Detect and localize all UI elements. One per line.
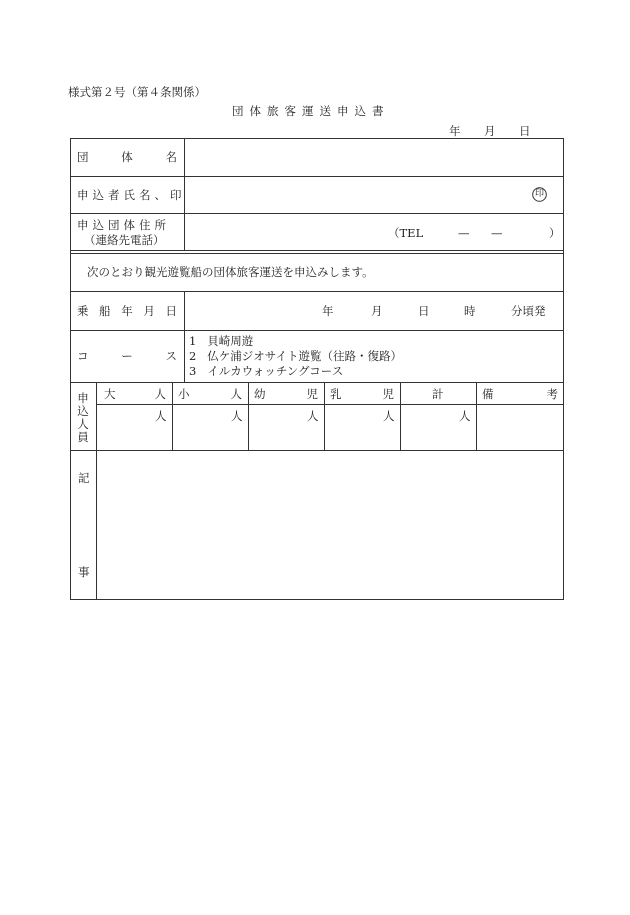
remarks-label-bottom: 事	[78, 565, 90, 579]
course-option-1[interactable]: 1 貝崎周遊	[189, 334, 254, 348]
applicant-name-field[interactable]	[185, 177, 525, 213]
address-sublabel: （連絡先電話）	[84, 233, 165, 247]
group-name-label: 団 体 名	[77, 150, 177, 164]
child-unit: 人	[231, 409, 243, 423]
boarding-hour: 時	[464, 304, 476, 318]
notes-header: 備 考	[482, 387, 558, 401]
tel-dash-2: —	[491, 226, 503, 240]
form-number: 様式第２号（第４条関係）	[68, 85, 206, 99]
course-options	[185, 331, 563, 382]
tel-dash-1: —	[458, 226, 470, 240]
tel-suffix: ）	[549, 226, 561, 240]
participants-label: 申込人員	[77, 391, 89, 444]
boarding-year: 年	[322, 304, 334, 318]
adult-unit: 人	[155, 409, 167, 423]
notes-field[interactable]	[477, 405, 563, 450]
application-statement: 次のとおり観光遊覧船の団体旅客運送を申込みします。	[87, 265, 374, 279]
group-name-field[interactable]	[185, 139, 563, 176]
course-option-2[interactable]: 2 仏ケ浦ジオサイト遊覧（往路・復路）	[189, 349, 402, 363]
course-label: コ ー ス	[77, 349, 177, 363]
tel-prefix: （TEL	[388, 226, 424, 240]
boarding-date-label: 乗 船 年 月 日	[77, 304, 177, 318]
form-title: 団体旅客運送申込書	[232, 104, 390, 118]
address-field[interactable]	[185, 214, 385, 250]
infant-unit: 人	[307, 409, 319, 423]
remarks-field[interactable]	[97, 451, 563, 599]
boarding-month: 月	[371, 304, 383, 318]
boarding-minute-depart: 分頃発	[511, 304, 546, 318]
child-header: 小 人	[178, 387, 242, 401]
seal-char: 印	[534, 189, 544, 199]
infant-header: 幼 児	[254, 387, 318, 401]
seal-mark	[532, 187, 547, 202]
date-day-label: 日	[519, 124, 531, 138]
applicant-name-label: 申込者氏名、印	[77, 188, 186, 202]
baby-unit: 人	[383, 409, 395, 423]
date-month-label: 月	[484, 124, 496, 138]
date-year-label: 年	[449, 124, 461, 138]
total-header: 計	[432, 387, 444, 401]
address-label: 申込団体住所	[77, 218, 170, 232]
boarding-day: 日	[418, 304, 430, 318]
adult-header: 大 人	[104, 387, 166, 401]
course-option-3[interactable]: 3 イルカウォッチングコース	[189, 364, 344, 378]
baby-header: 乳 児	[330, 387, 394, 401]
remarks-label-top: 記	[78, 471, 90, 485]
total-unit: 人	[459, 409, 471, 423]
